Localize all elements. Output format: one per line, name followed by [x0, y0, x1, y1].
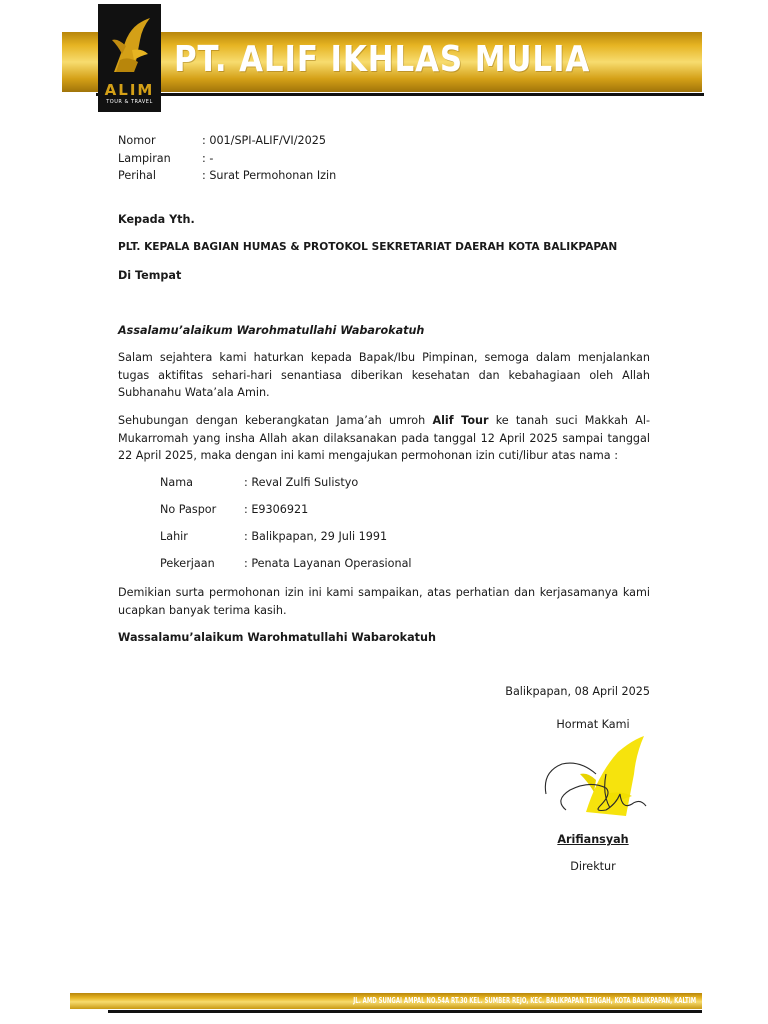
regards: Hormat Kami	[556, 718, 630, 731]
signatory-name: Arifiansyah	[557, 833, 629, 846]
recipient-place: Di Tempat	[118, 269, 182, 282]
paragraph-2	[118, 412, 650, 465]
logo-emblem-icon	[104, 10, 155, 80]
logo-subtext: TOUR & TRAVEL	[106, 99, 153, 105]
footer-rule	[108, 1010, 702, 1013]
company-logo	[98, 4, 161, 112]
field-key: Pekerjaan	[160, 557, 215, 570]
paragraph-1: Salam sejahtera kami haturkan kepada Bapak/Ibu Pimpinan, semoga dalam menjalankan tugas aktifitas sehari-hari senantiasa diberikan kesehatan dan kebahagiaan oleh Allah Subhanahu Wata’ala Amin.	[118, 351, 650, 400]
footer-band	[70, 993, 702, 1009]
field-value: : E9306921	[244, 503, 309, 516]
field-key: Lahir	[160, 530, 188, 543]
field-key: Nama	[160, 476, 193, 489]
meta-value: : Surat Permohonan Izin	[202, 169, 337, 182]
paragraph-2-bold: Alif Tour	[432, 414, 489, 427]
opening-salutation: Assalamu’alaikum Warohmatullahi Wabarokatuh	[118, 324, 425, 337]
company-name: PT. ALIF IKHLAS MULIA	[174, 39, 591, 80]
logo-text: ALIM	[104, 81, 155, 99]
meta-key: Nomor	[118, 134, 156, 147]
field-key: No Paspor	[160, 503, 217, 516]
signatory-title: Direktur	[570, 860, 616, 873]
field-pekerjaan	[160, 557, 412, 570]
field-lahir	[160, 530, 387, 543]
meta-key: Perihal	[118, 169, 156, 182]
meta-lampiran	[118, 152, 213, 165]
paragraph-3: Demikian surta permohonan izin ini kami sampaikan, atas perhatian dan kerjasamanya kami ucapkan banyak terima kasih.	[118, 586, 650, 617]
meta-key: Lampiran	[118, 152, 171, 165]
meta-perihal	[118, 169, 336, 182]
recipient-name: PLT. KEPALA BAGIAN HUMAS & PROTOKOL SEKRETARIAT DAERAH KOTA BALIKPAPAN	[118, 241, 618, 253]
field-paspor	[160, 503, 308, 516]
meta-value: : 001/SPI-ALIF/VI/2025	[202, 134, 326, 147]
meta-nomor	[118, 134, 326, 147]
field-value: : Penata Layanan Operasional	[244, 557, 412, 570]
footer-address: JL. AMD SUNGAI AMPAL NO.54A RT.30 KEL. SUMBER REJO, KEC. BALIKPAPAN TENGAH, KOTA BALIKPAPAN, KALTIM	[353, 996, 696, 1005]
paragraph-2-text: ke tanah suci Makkah Al-Mukarromah yang insha Allah akan dilaksanakan pada tanggal 12 April 2025 sampai tanggal 22 April 2025, maka dengan ini kami mengajukan permohonan izin cuti/libur atas nama :	[118, 414, 650, 463]
signature-stamp-icon	[536, 734, 656, 834]
header-rule	[96, 93, 704, 96]
place-date: Balikpapan, 08 April 2025	[505, 685, 650, 698]
field-value: : Balikpapan, 29 Juli 1991	[244, 530, 388, 543]
field-value: : Reval Zulfi Sulistyo	[244, 476, 359, 489]
paragraph-2-text: Sehubungan dengan keberangkatan Jama’ah umroh	[118, 414, 433, 427]
field-nama	[160, 476, 358, 489]
meta-value: : -	[202, 152, 214, 165]
recipient-greeting: Kepada Yth.	[118, 213, 195, 226]
closing-salutation: Wassalamu’alaikum Warohmatullahi Wabarokatuh	[118, 631, 436, 644]
